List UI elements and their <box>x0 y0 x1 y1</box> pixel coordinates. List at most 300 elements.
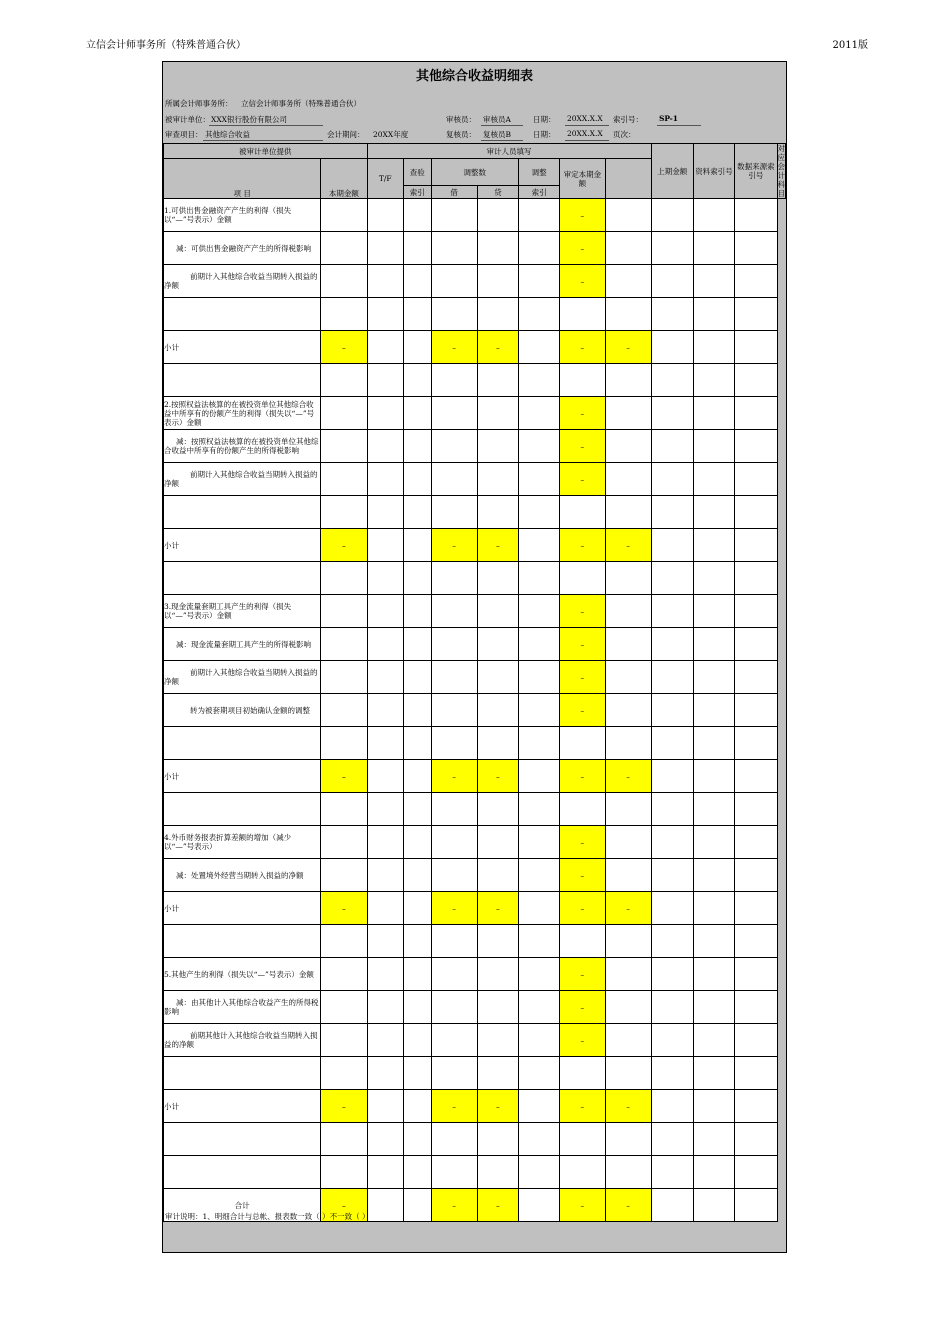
row-item: 小计 <box>164 1090 321 1123</box>
cell-current-amount: – <box>321 1189 367 1222</box>
cell-account <box>735 793 777 826</box>
cell-approved: – <box>560 430 605 463</box>
cell-source-index <box>693 727 734 760</box>
cell-account <box>735 826 777 859</box>
index-label: 索引号： <box>613 115 643 124</box>
cell-check-index <box>404 265 432 298</box>
cell-adjust-index <box>519 463 560 496</box>
cell-check-index <box>404 1024 432 1057</box>
cell-debit <box>431 1024 477 1057</box>
cell-debit <box>431 1156 477 1189</box>
item-underline <box>203 140 323 141</box>
table-row <box>164 529 786 562</box>
row-item: 2.按照权益法核算的在被投资单位其他综合收益中所享有的份额产生的利得（损失以“—”号表示）金额 <box>164 397 321 430</box>
cell-tf <box>367 1189 404 1222</box>
cell-account <box>735 430 777 463</box>
table-row <box>164 1090 786 1123</box>
cell-credit <box>477 496 518 529</box>
cell-account <box>735 298 777 331</box>
cell-credit <box>477 925 518 958</box>
table-row <box>164 298 786 331</box>
cell-current-amount <box>321 265 367 298</box>
sheet-title: 其他综合收益明细表 <box>415 69 533 84</box>
cell-doc-index <box>651 1090 693 1123</box>
cell-prior-amount <box>605 298 651 331</box>
cell-account <box>735 694 777 727</box>
table-row <box>164 1156 786 1189</box>
cell-check-index <box>404 661 432 694</box>
cell-account <box>735 364 777 397</box>
cell-prior-amount <box>605 925 651 958</box>
table-row <box>164 892 786 925</box>
cell-prior-amount <box>605 793 651 826</box>
table-row <box>164 496 786 529</box>
date1-label: 日期： <box>533 115 556 124</box>
row-item: 前期计入其他综合收益当期转入损益的净额 <box>164 463 321 496</box>
cell-credit <box>477 463 518 496</box>
cell-tf <box>367 628 404 661</box>
cell-tf <box>367 1024 404 1057</box>
item-value: 其他综合收益 <box>205 130 250 139</box>
table-row <box>164 760 786 793</box>
cell-prior-amount <box>605 397 651 430</box>
row-item: 小计 <box>164 529 321 562</box>
cell-adjust-index <box>519 1024 560 1057</box>
cell-current-amount <box>321 430 367 463</box>
cell-current-amount: – <box>321 331 367 364</box>
table-row <box>164 727 786 760</box>
page-label: 页次： <box>613 130 636 139</box>
cell-account <box>735 595 777 628</box>
reviewer2-underline <box>481 140 523 141</box>
cell-credit: – <box>477 529 518 562</box>
cell-debit: – <box>431 529 477 562</box>
period-value: 20XX年度 <box>373 130 409 139</box>
date1-underline <box>565 125 609 126</box>
cell-check-index <box>404 628 432 661</box>
row-item: 转为被套期项目初始确认金额的调整 <box>164 694 321 727</box>
cell-debit <box>431 595 477 628</box>
cell-doc-index <box>651 232 693 265</box>
cell-credit <box>477 364 518 397</box>
table-row <box>164 1123 786 1156</box>
cell-account <box>735 628 777 661</box>
table-row <box>164 265 786 298</box>
cell-check-index <box>404 529 432 562</box>
cell-adjust-index <box>519 826 560 859</box>
cell-prior-amount <box>605 430 651 463</box>
cell-debit <box>431 562 477 595</box>
cell-doc-index <box>651 1123 693 1156</box>
cell-debit <box>431 1057 477 1090</box>
cell-tf <box>367 793 404 826</box>
cell-doc-index <box>651 1057 693 1090</box>
cell-source-index <box>693 793 734 826</box>
cell-prior-amount <box>605 1057 651 1090</box>
reviewer2-label: 复核员： <box>446 130 476 139</box>
row-item: 前期计入其他综合收益当期转入损益的净额 <box>164 265 321 298</box>
cell-account <box>735 1189 777 1222</box>
header-source-index: 数据来源索引号 <box>735 144 777 199</box>
cell-source-index <box>693 595 734 628</box>
cell-source-index <box>693 1090 734 1123</box>
cell-credit: – <box>477 892 518 925</box>
cell-source-index <box>693 1189 734 1222</box>
cell-tf <box>367 595 404 628</box>
cell-source-index <box>693 397 734 430</box>
cell-approved <box>560 1156 605 1189</box>
firm-label: 所属会计师事务所： <box>165 99 233 108</box>
cell-account <box>735 958 777 991</box>
item-label: 审查项目： <box>165 130 203 139</box>
cell-account <box>735 727 777 760</box>
cell-tf <box>367 199 404 232</box>
cell-prior-amount <box>605 232 651 265</box>
cell-current-amount: – <box>321 892 367 925</box>
cell-account <box>735 463 777 496</box>
cell-adjust-index <box>519 793 560 826</box>
cell-doc-index <box>651 331 693 364</box>
cell-check-index <box>404 1156 432 1189</box>
cell-current-amount <box>321 925 367 958</box>
date2-label: 日期： <box>533 130 556 139</box>
cell-doc-index <box>651 265 693 298</box>
cell-check-index <box>404 232 432 265</box>
cell-debit: – <box>431 331 477 364</box>
cell-adjust-index <box>519 727 560 760</box>
cell-tf <box>367 859 404 892</box>
cell-check-index <box>404 298 432 331</box>
date2-value: 20XX.X.X <box>567 129 603 138</box>
header-adjustment: 调整数 <box>431 159 518 186</box>
cell-prior-amount <box>605 991 651 1024</box>
cell-current-amount <box>321 1123 367 1156</box>
cell-tf <box>367 727 404 760</box>
index-value: SP-1 <box>659 114 678 123</box>
header-adjust-index: 索引 <box>519 186 560 199</box>
cell-doc-index <box>651 463 693 496</box>
row-item: 减：由其他计入其他综合收益产生的所得税影响 <box>164 991 321 1024</box>
cell-current-amount <box>321 199 367 232</box>
cell-account <box>735 562 777 595</box>
cell-current-amount <box>321 496 367 529</box>
cell-source-index <box>693 331 734 364</box>
cell-debit: – <box>431 760 477 793</box>
row-item: 前期计入其他综合收益当期转入损益的净额 <box>164 661 321 694</box>
table-row <box>164 1024 786 1057</box>
cell-source-index <box>693 892 734 925</box>
cell-current-amount <box>321 595 367 628</box>
cell-debit <box>431 628 477 661</box>
cell-current-amount <box>321 661 367 694</box>
cell-debit <box>431 298 477 331</box>
cell-approved <box>560 793 605 826</box>
cell-credit <box>477 958 518 991</box>
cell-check-index <box>404 958 432 991</box>
header-credit: 贷 <box>477 186 518 199</box>
cell-account <box>735 397 777 430</box>
row-item <box>164 1123 321 1156</box>
cell-current-amount <box>321 694 367 727</box>
cell-prior-amount <box>605 1024 651 1057</box>
cell-prior-amount <box>605 826 651 859</box>
header-item: 项 目 <box>164 159 321 199</box>
cell-prior-amount: – <box>605 529 651 562</box>
cell-credit <box>477 265 518 298</box>
table-row <box>164 397 786 430</box>
header-tf: T/F <box>367 159 404 199</box>
cell-adjust-index <box>519 661 560 694</box>
row-item: 3.现金流量套期工具产生的利得（损失以“—”号表示）金额 <box>164 595 321 628</box>
cell-approved <box>560 364 605 397</box>
cell-approved <box>560 1057 605 1090</box>
cell-credit <box>477 694 518 727</box>
cell-credit: – <box>477 1090 518 1123</box>
cell-current-amount <box>321 958 367 991</box>
reviewer1-value: 审核员A <box>483 115 511 124</box>
cell-credit <box>477 1123 518 1156</box>
cell-doc-index <box>651 562 693 595</box>
cell-credit: – <box>477 331 518 364</box>
table-row <box>164 793 786 826</box>
cell-adjust-index <box>519 1090 560 1123</box>
cell-prior-amount: – <box>605 331 651 364</box>
cell-source-index <box>693 628 734 661</box>
cell-approved: – <box>560 661 605 694</box>
table-row <box>164 364 786 397</box>
cell-debit <box>431 199 477 232</box>
row-item: 减：处置境外经营当期转入损益的净额 <box>164 859 321 892</box>
cell-adjust-index <box>519 265 560 298</box>
cell-doc-index <box>651 430 693 463</box>
cell-account <box>735 1156 777 1189</box>
date1-value: 20XX.X.X <box>567 114 603 123</box>
cell-doc-index <box>651 397 693 430</box>
cell-credit: – <box>477 1189 518 1222</box>
cell-source-index <box>693 430 734 463</box>
header-debit: 借 <box>431 186 477 199</box>
cell-credit <box>477 826 518 859</box>
worksheet <box>162 61 787 1253</box>
table-row <box>164 925 786 958</box>
cell-check-index <box>404 859 432 892</box>
row-item: 小计 <box>164 760 321 793</box>
cell-prior-amount: – <box>605 760 651 793</box>
cell-account <box>735 1024 777 1057</box>
cell-credit <box>477 661 518 694</box>
cell-debit <box>431 463 477 496</box>
cell-adjust-index <box>519 694 560 727</box>
index-underline <box>657 125 701 126</box>
cell-prior-amount: – <box>605 1189 651 1222</box>
header-account: 对应会计科目 <box>777 144 785 198</box>
cell-tf <box>367 925 404 958</box>
table-row <box>164 991 786 1024</box>
row-item: 4.外币财务报表折算差额的增加（减少以“—”号表示） <box>164 826 321 859</box>
cell-credit <box>477 430 518 463</box>
cell-adjust-index <box>519 529 560 562</box>
cell-source-index <box>693 496 734 529</box>
cell-check-index <box>404 1057 432 1090</box>
cell-approved: – <box>560 199 605 232</box>
cell-debit <box>431 661 477 694</box>
cell-check-index <box>404 562 432 595</box>
cell-doc-index <box>651 529 693 562</box>
cell-check-index <box>404 826 432 859</box>
table-row <box>164 331 786 364</box>
cell-prior-amount <box>605 859 651 892</box>
cell-doc-index <box>651 892 693 925</box>
cell-source-index <box>693 199 734 232</box>
cell-adjust-index <box>519 1057 560 1090</box>
cell-account <box>735 1057 777 1090</box>
cell-tf <box>367 364 404 397</box>
cell-account <box>735 529 777 562</box>
cell-source-index <box>693 232 734 265</box>
table-row <box>164 661 786 694</box>
cell-source-index <box>693 529 734 562</box>
cell-account <box>735 760 777 793</box>
row-item <box>164 364 321 397</box>
cell-check-index <box>404 793 432 826</box>
cell-doc-index <box>651 991 693 1024</box>
cell-adjust-index <box>519 331 560 364</box>
cell-approved: – <box>560 265 605 298</box>
cell-check-index <box>404 760 432 793</box>
cell-source-index <box>693 1123 734 1156</box>
cell-account <box>735 496 777 529</box>
cell-approved: – <box>560 1024 605 1057</box>
cell-credit: – <box>477 760 518 793</box>
table-row <box>164 1057 786 1090</box>
cell-debit <box>431 430 477 463</box>
cell-prior-amount <box>605 727 651 760</box>
cell-credit <box>477 1057 518 1090</box>
auditee-value: XXX银行股份有限公司 <box>211 115 288 124</box>
cell-check-index <box>404 199 432 232</box>
cell-tf <box>367 661 404 694</box>
table-row <box>164 826 786 859</box>
cell-approved <box>560 1123 605 1156</box>
cell-check-index <box>404 463 432 496</box>
cell-adjust-index <box>519 496 560 529</box>
cell-tf <box>367 694 404 727</box>
cell-adjust-index <box>519 991 560 1024</box>
row-item <box>164 793 321 826</box>
cell-debit <box>431 793 477 826</box>
header-prior-amount: 上期金额 <box>651 144 693 199</box>
cell-adjust-index <box>519 1156 560 1189</box>
row-item <box>164 925 321 958</box>
cell-debit: – <box>431 1189 477 1222</box>
cell-doc-index <box>651 199 693 232</box>
cell-source-index <box>693 463 734 496</box>
row-item: 减：可供出售金融资产产生的所得税影响 <box>164 232 321 265</box>
cell-prior-amount <box>605 496 651 529</box>
table-row <box>164 859 786 892</box>
cell-adjust-index <box>519 925 560 958</box>
cell-account <box>735 1090 777 1123</box>
cell-adjust-index <box>519 595 560 628</box>
reviewer1-underline <box>481 125 523 126</box>
cell-tf <box>367 826 404 859</box>
row-item: 合计 <box>164 1189 321 1222</box>
cell-credit <box>477 199 518 232</box>
cell-approved: – <box>560 463 605 496</box>
period-label: 会计期间： <box>327 130 365 139</box>
cell-check-index <box>404 727 432 760</box>
row-item: 减：现金流量套期工具产生的所得税影响 <box>164 628 321 661</box>
cell-doc-index <box>651 793 693 826</box>
cell-tf <box>367 892 404 925</box>
cell-account <box>735 892 777 925</box>
cell-adjust-index <box>519 958 560 991</box>
cell-approved: – <box>560 892 605 925</box>
cell-current-amount <box>321 991 367 1024</box>
table-row <box>164 628 786 661</box>
auditee-label: 被审计单位： <box>165 115 210 124</box>
header-current-amount: 本期金额 <box>321 159 367 199</box>
header-approved: 审定本期金额 <box>560 159 605 199</box>
cell-tf <box>367 397 404 430</box>
cell-source-index <box>693 364 734 397</box>
cell-prior-amount <box>605 595 651 628</box>
table-body <box>164 199 786 1222</box>
row-item <box>164 562 321 595</box>
row-item <box>164 727 321 760</box>
cell-credit <box>477 298 518 331</box>
reviewer1-label: 审核员： <box>446 115 476 124</box>
cell-tf <box>367 463 404 496</box>
cell-account <box>735 661 777 694</box>
cell-check-index <box>404 595 432 628</box>
cell-debit <box>431 364 477 397</box>
cell-doc-index <box>651 661 693 694</box>
cell-doc-index <box>651 727 693 760</box>
cell-credit <box>477 562 518 595</box>
cell-doc-index <box>651 628 693 661</box>
cell-source-index <box>693 925 734 958</box>
cell-debit <box>431 397 477 430</box>
cell-debit <box>431 694 477 727</box>
cell-approved <box>560 925 605 958</box>
cell-check-index <box>404 496 432 529</box>
cell-source-index <box>693 958 734 991</box>
cell-doc-index <box>651 1156 693 1189</box>
cell-prior-amount: – <box>605 892 651 925</box>
cell-debit <box>431 826 477 859</box>
cell-credit <box>477 991 518 1024</box>
row-item: 1.可供出售金融资产产生的利得（损失以“—”号表示）金额 <box>164 199 321 232</box>
cell-credit <box>477 1156 518 1189</box>
cell-current-amount <box>321 859 367 892</box>
cell-debit <box>431 1123 477 1156</box>
cell-check-index <box>404 1189 432 1222</box>
cell-check-index <box>404 991 432 1024</box>
cell-current-amount <box>321 1024 367 1057</box>
cell-debit <box>431 859 477 892</box>
row-item: 小计 <box>164 331 321 364</box>
cell-current-amount <box>321 562 367 595</box>
cell-adjust-index <box>519 1189 560 1222</box>
cell-current-amount <box>321 727 367 760</box>
cell-current-amount: – <box>321 529 367 562</box>
cell-debit <box>431 727 477 760</box>
cell-doc-index <box>651 760 693 793</box>
cell-account <box>735 199 777 232</box>
row-item: 5.其他产生的利得（损失以“—”号表示）金额 <box>164 958 321 991</box>
cell-adjust-index <box>519 397 560 430</box>
